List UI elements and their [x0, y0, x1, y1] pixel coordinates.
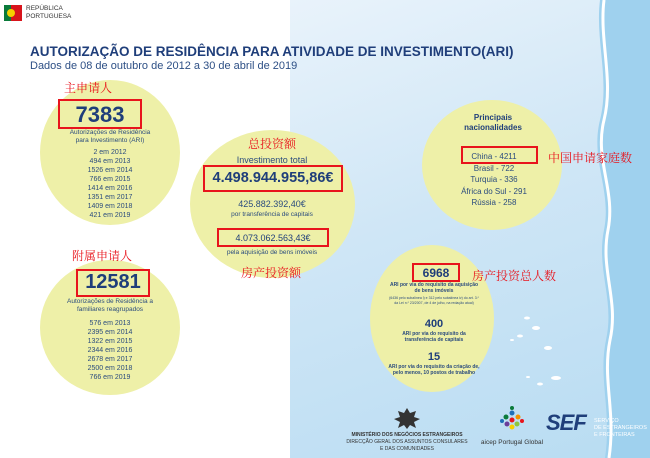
- year-item: 1409 em 2018: [87, 203, 133, 210]
- nationalities-list: [461, 151, 527, 209]
- year-item: 2500 em 2018: [87, 365, 133, 372]
- nationality-item: Rússia - 258: [471, 198, 517, 207]
- property-count-note: (6436 pelo subalínea i) e 312 pelo subalínea iv) do art. 3.º da Lei n.º 23/2007, de 4 de julho, na redação atual): [389, 296, 479, 305]
- ministry-line-3: E DAS COMUNIDADES: [380, 446, 434, 452]
- capital-investment-value: 425.882.392,40€: [238, 199, 306, 209]
- jobs-count: 15: [427, 351, 441, 363]
- jobs-count-caption: ARI por via do requisito da criação de, pelo menos, 10 postos de trabalho: [388, 364, 480, 376]
- sef-line-3: E FRONTEIRAS: [594, 432, 635, 438]
- year-item: 766 em 2019: [89, 374, 131, 381]
- property-count: 6968: [422, 266, 450, 280]
- year-item: 1414 em 2016: [87, 185, 133, 192]
- year-item: 766 em 2015: [89, 176, 131, 183]
- investment-total-value: 4.498.944.955,86€: [212, 170, 334, 186]
- year-item: 2678 em 2017: [87, 356, 133, 363]
- year-item: 2344 em 2016: [87, 347, 133, 354]
- property-investment-caption: pela aquisição de bens imóveis: [226, 249, 318, 256]
- ministry-line-1: MINISTÉRIO DOS NEGÓCIOS ESTRANGEIROS: [351, 432, 463, 438]
- investment-total-cn-label: 总投资额: [247, 137, 297, 151]
- family-year-list: [88, 319, 133, 382]
- nationality-item: Turquia - 336: [470, 175, 518, 184]
- investment-total-label: Investimento total: [236, 155, 308, 165]
- property-count-cn-label: 房产投资总人数: [472, 269, 557, 283]
- sef-line-2: DE ESTRANGEIROS: [594, 425, 647, 431]
- republic-line-1: REPÚBLICA: [26, 5, 63, 12]
- property-count-caption: ARI por via do requisito da aquisição de bens imóveis: [389, 282, 479, 294]
- ministry-emblem-icon: [393, 407, 421, 429]
- year-item: 1322 em 2015: [87, 338, 133, 345]
- ministry-line-2: DIRECÇÃO GERAL DOS ASSUNTOS CONSULARES: [346, 439, 468, 445]
- main-applicants-caption: Autorizações de Residência para Investimento (ARI): [69, 129, 151, 144]
- sef-line-1: SERVIÇO: [594, 418, 619, 424]
- capital-investment-caption: por transferência de capitais: [231, 211, 313, 218]
- page-subtitle: Dados de 08 de outubro de 2012 a 30 de abril de 2019: [30, 60, 298, 72]
- capital-count: 400: [424, 318, 444, 330]
- aicep-logo-icon: [497, 405, 527, 435]
- year-item: 576 em 2013: [89, 320, 131, 327]
- main-applicants-total: 7383: [75, 102, 125, 127]
- nationalities-cn-label: 中国申请家庭数: [548, 151, 633, 165]
- family-total: 12581: [85, 271, 141, 293]
- sef-logo: SEF: [546, 410, 586, 435]
- page-title: AUTORIZAÇÃO DE RESIDÊNCIA PARA ATIVIDADE DE INVESTIMENTO(ARI): [30, 44, 514, 59]
- year-item: 421 em 2019: [89, 212, 131, 219]
- family-caption: Autorizações de Residência a familiares reagrupados: [67, 298, 153, 313]
- portugal-flag-emblem-icon: [4, 3, 24, 25]
- nationalities-title-line-1: Principais: [473, 113, 513, 122]
- year-item: 1526 em 2014: [87, 167, 133, 174]
- nationalities-title-line-2: nacionalidades: [464, 123, 522, 132]
- main-applicants-year-list: [88, 148, 133, 220]
- property-investment-value: 4.073.062.563,43€: [235, 233, 311, 243]
- capital-count-caption: ARI por via do requisito da transferência de capitais: [402, 331, 466, 343]
- year-item: 2 em 2012: [93, 149, 127, 156]
- family-cn-label: 附属申请人: [71, 249, 133, 263]
- aicep-name: aicep Portugal Global: [480, 439, 544, 446]
- year-item: 494 em 2013: [89, 158, 131, 165]
- main-applicants-cn-label: 主申请人: [63, 81, 113, 95]
- republic-line-2: PORTUGUESA: [26, 13, 72, 20]
- year-item: 2395 em 2014: [87, 329, 133, 336]
- nationality-item: China - 4211: [471, 152, 517, 161]
- nationality-item: África do Sul - 291: [461, 186, 527, 196]
- year-item: 1351 em 2017: [87, 194, 133, 201]
- nationality-item: Brasil - 722: [473, 163, 515, 173]
- property-investment-cn-label: 房产投资额: [240, 266, 302, 280]
